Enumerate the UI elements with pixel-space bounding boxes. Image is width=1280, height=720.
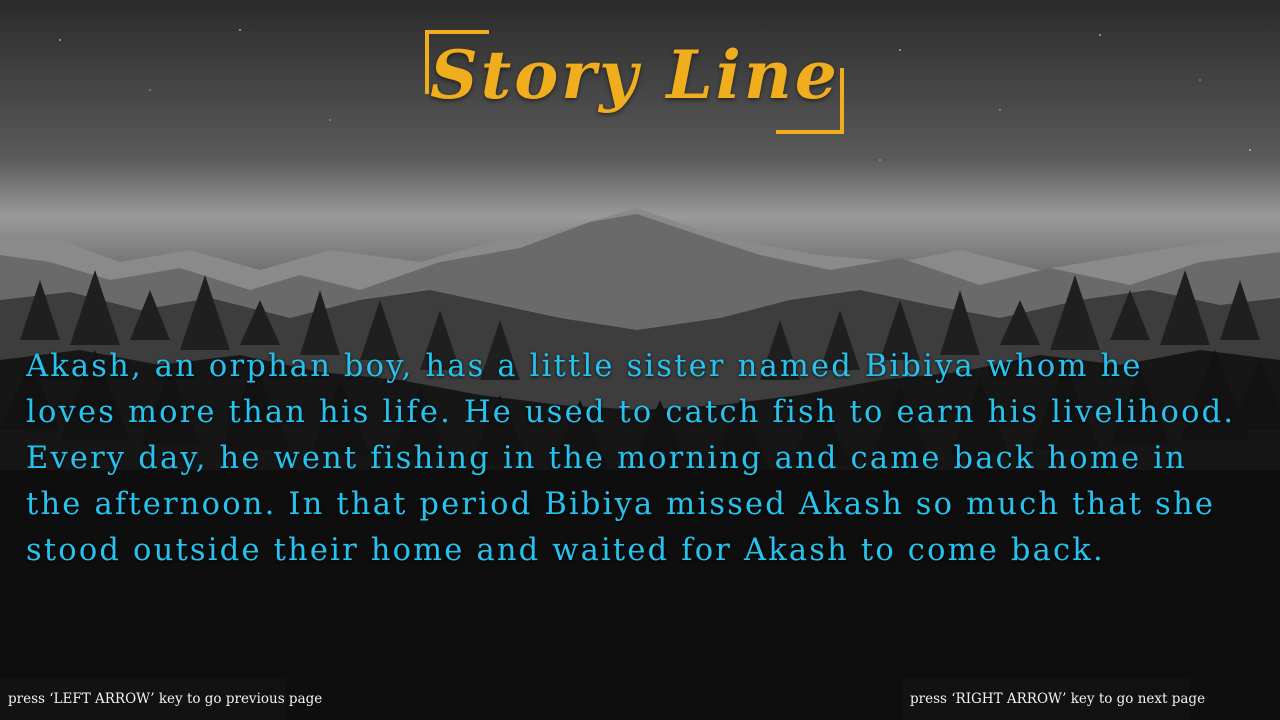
- story-paragraph: Akash, an orphan boy, has a little sister named Bibiya whom he loves more than his life. He used to catch fish to earn his livelihood. Every day, he went fishing in the morning and came back home in the afternoon. In that period Bibiya missed Akash so much that she stood outside their home and waited for Akash to come back.: [26, 349, 1236, 568]
- page-title: Story Line: [430, 36, 840, 114]
- next-page-hint: press ‘RIGHT ARROW’ key to go next page: [902, 678, 1189, 720]
- previous-page-hint: press ‘LEFT ARROW’ key to go previous page: [0, 678, 286, 720]
- title-frame: [420, 28, 850, 138]
